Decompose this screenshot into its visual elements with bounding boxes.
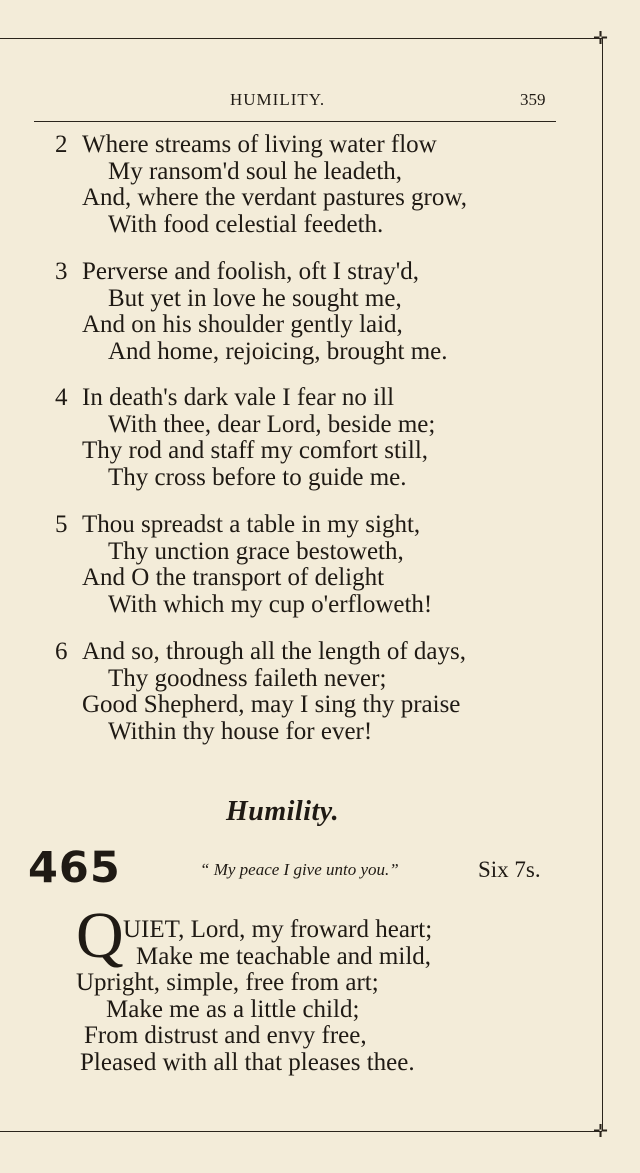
verse-line: Upright, simple, free from art; (76, 969, 379, 996)
verse-line: Pleased with all that pleases thee. (80, 1048, 415, 1076)
section-heading: Humility. (226, 796, 340, 827)
hymn-number: 465 (28, 843, 121, 893)
stanza (55, 639, 575, 745)
verse-line: With food celestial feedeth. (108, 210, 384, 238)
verse-line: 4 In death's dark vale I fear no ill (55, 384, 395, 411)
verse-line: But yet in love he sought me, (108, 284, 402, 312)
stanza-number: 6 (55, 638, 68, 665)
running-head: HUMILITY. (230, 90, 326, 109)
verse-line: 5 Thou spreadst a table in my sight, (55, 511, 421, 538)
verse-line: UIET, Lord, my froward heart; (123, 916, 433, 943)
verse-line: Thy goodness faileth never; (108, 664, 387, 692)
hymn-meter: Six 7s. (478, 857, 541, 882)
stanza-number: 3 (55, 258, 68, 285)
verse-line: And on his shoulder gently laid, (82, 311, 403, 338)
verse-line: With which my cup o'erfloweth! (108, 590, 433, 618)
verse-line: Within thy house for ever! (108, 717, 373, 745)
hymn-verse (76, 917, 596, 1076)
top-border-rule (0, 38, 602, 39)
header-rule (34, 121, 556, 122)
verse-line: 3 Perverse and foolish, oft I stray'd, (55, 258, 420, 285)
drop-cap: Q (76, 899, 124, 972)
corner-cross-icon: ✛ (593, 1121, 609, 1142)
verse-line: From distrust and envy free, (84, 1022, 367, 1049)
verse-line: Thy rod and staff my comfort still, (82, 437, 429, 464)
verse-line: Thy unction grace bestoweth, (108, 537, 404, 565)
page-number: 359 (520, 90, 546, 109)
verse-line: Good Shepherd, may I sing thy praise (82, 691, 461, 718)
stanza-number: 4 (55, 384, 68, 411)
verse-line: With thee, dear Lord, beside me; (108, 410, 436, 438)
stanza (55, 512, 575, 618)
verse-line: 6 And so, through all the length of days, (55, 638, 466, 665)
hymn-epigraph: “ My peace I give unto you.” (200, 860, 399, 879)
bottom-border-rule (0, 1131, 602, 1132)
stanza (55, 259, 575, 365)
verse-line: Make me as a little child; (106, 995, 360, 1023)
verse-line: My ransom'd soul he leadeth, (108, 157, 403, 185)
stanza (55, 132, 575, 238)
stanza-number: 5 (55, 511, 68, 538)
stanza-number: 2 (55, 131, 68, 158)
corner-cross-icon: ✛ (593, 28, 609, 49)
verse-line: And O the transport of delight (82, 564, 385, 591)
stanza (55, 385, 575, 491)
right-border-rule (602, 38, 603, 1131)
verse-line: 2 Where streams of living water flow (55, 131, 437, 158)
verse-line: And home, rejoicing, brought me. (108, 337, 448, 365)
verse-line: Thy cross before to guide me. (108, 463, 407, 491)
verse-line: And, where the verdant pastures grow, (82, 184, 468, 211)
verse-line: Make me teachable and mild, (136, 942, 432, 970)
